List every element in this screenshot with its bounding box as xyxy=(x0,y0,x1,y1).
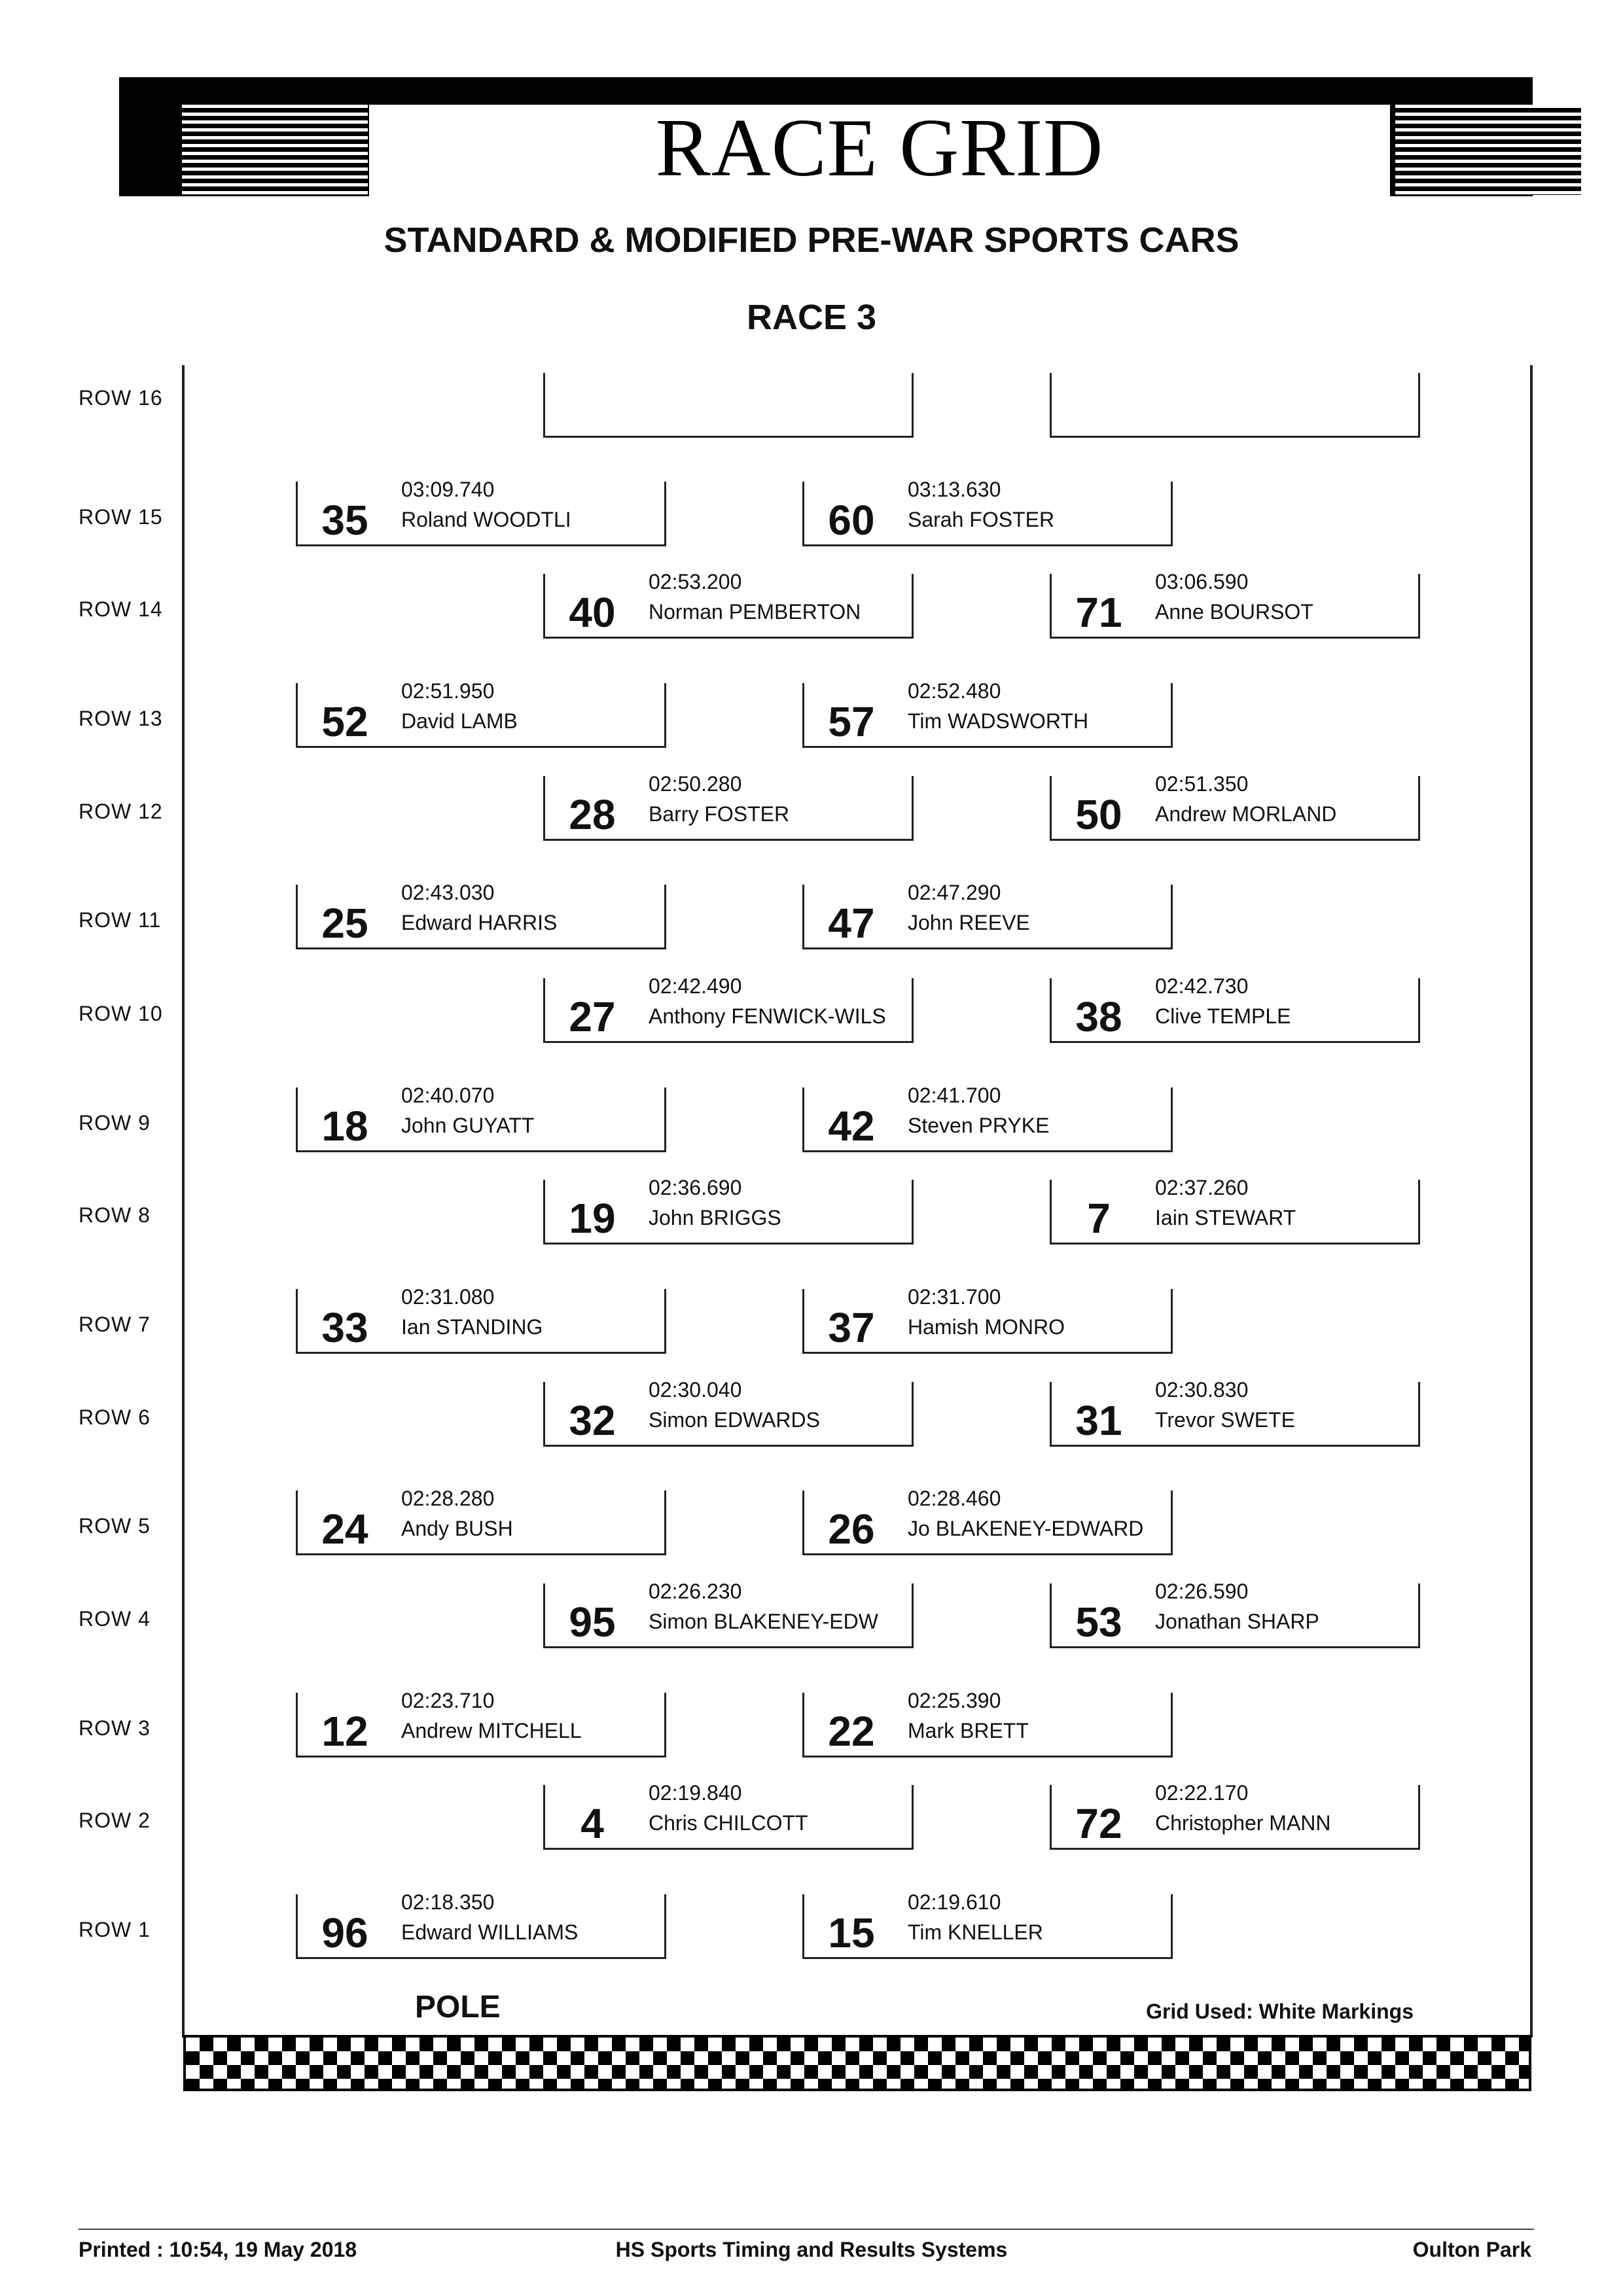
car-number: 32 xyxy=(569,1397,616,1444)
banner-stripes-right xyxy=(1395,105,1581,195)
lap-time: 02:47.290 xyxy=(908,881,1001,904)
grid-slot xyxy=(296,1487,666,1555)
driver-name: Andrew MITCHELL xyxy=(401,1719,582,1742)
grid-slot xyxy=(802,478,1173,546)
grid-slot xyxy=(296,1084,666,1152)
driver-name: Edward HARRIS xyxy=(401,911,558,934)
driver-name: David LAMB xyxy=(401,709,518,733)
lap-time: 02:26.590 xyxy=(1155,1580,1249,1603)
lap-time: 02:37.260 xyxy=(1155,1176,1249,1199)
car-number: 33 xyxy=(321,1304,368,1351)
driver-name: John BRIGGS xyxy=(649,1206,781,1229)
car-number: 28 xyxy=(569,791,616,838)
grid-slot xyxy=(1050,1378,1420,1447)
driver-name: Ian STANDING xyxy=(401,1315,543,1339)
lap-time: 02:50.280 xyxy=(649,772,742,796)
car-number: 24 xyxy=(321,1506,368,1553)
lap-time: 02:43.030 xyxy=(401,881,495,904)
driver-name: Norman PEMBERTON xyxy=(649,600,861,624)
grid-slot xyxy=(1050,373,1420,438)
grid-slot xyxy=(1050,1781,1420,1850)
car-number: 60 xyxy=(828,497,875,544)
car-number: 35 xyxy=(321,497,368,544)
row-label: ROW 14 xyxy=(79,597,163,621)
lap-time: 02:23.710 xyxy=(401,1689,495,1712)
lap-time: 02:53.200 xyxy=(649,570,742,593)
printed-timestamp: Printed : 10:54, 19 May 2018 xyxy=(79,2238,357,2261)
lap-time: 02:19.840 xyxy=(649,1781,742,1805)
row-label: ROW 4 xyxy=(79,1607,151,1631)
car-number: 57 xyxy=(828,698,875,745)
lap-time: 02:40.070 xyxy=(401,1084,495,1107)
grid-slot xyxy=(1050,772,1420,841)
car-number: 27 xyxy=(569,993,616,1040)
lap-time: 02:41.700 xyxy=(908,1084,1001,1107)
car-number: 71 xyxy=(1075,589,1122,636)
grid-slot xyxy=(802,1084,1173,1152)
driver-name: Mark BRETT xyxy=(908,1719,1029,1742)
lap-time: 02:42.490 xyxy=(649,974,742,998)
lap-time: 02:22.170 xyxy=(1155,1781,1249,1805)
lap-time: 02:51.950 xyxy=(401,679,495,703)
grid-slot xyxy=(1050,1176,1420,1245)
driver-name: Anne BOURSOT xyxy=(1155,600,1313,624)
checkered-flag-strip xyxy=(183,2035,1531,2091)
grid-used-note: Grid Used: White Markings xyxy=(1146,2000,1414,2023)
lap-time: 02:51.350 xyxy=(1155,772,1249,796)
grid-slot xyxy=(1050,570,1420,639)
car-number: 38 xyxy=(1075,993,1122,1040)
car-number: 72 xyxy=(1075,1800,1122,1847)
grid-slot xyxy=(543,974,914,1043)
car-number: 50 xyxy=(1075,791,1122,838)
car-number: 12 xyxy=(321,1708,368,1755)
car-number: 22 xyxy=(828,1708,875,1755)
lap-time: 03:06.590 xyxy=(1155,570,1249,593)
driver-name: Iain STEWART xyxy=(1155,1206,1296,1229)
driver-name: John REEVE xyxy=(908,911,1030,934)
grid-slot xyxy=(296,881,666,949)
lap-time: 02:26.230 xyxy=(649,1580,742,1603)
grid-slot xyxy=(1050,1580,1420,1648)
grid-slot xyxy=(296,679,666,748)
driver-name: John GUYATT xyxy=(401,1114,535,1137)
row-label: ROW 2 xyxy=(79,1809,151,1832)
venue-name: Oulton Park xyxy=(1412,2238,1531,2261)
grid-slot xyxy=(802,1487,1173,1555)
lap-time: 03:13.630 xyxy=(908,478,1001,501)
driver-name: Christopher MANN xyxy=(1155,1811,1331,1835)
driver-name: Chris CHILCOTT xyxy=(649,1811,808,1835)
driver-name: Simon BLAKENEY-EDW xyxy=(649,1610,878,1633)
lap-time: 02:30.830 xyxy=(1155,1378,1249,1402)
car-number: 7 xyxy=(1087,1195,1111,1242)
grid-slot xyxy=(802,1689,1173,1757)
grid-left-border xyxy=(182,365,185,2038)
driver-name: Hamish MONRO xyxy=(908,1315,1065,1339)
car-number: 19 xyxy=(569,1195,616,1242)
lap-time: 02:30.040 xyxy=(649,1378,742,1402)
driver-name: Barry FOSTER xyxy=(649,802,790,826)
grid-slot xyxy=(543,772,914,841)
grid-right-border xyxy=(1530,365,1533,2038)
car-number: 4 xyxy=(580,1800,604,1847)
car-number: 15 xyxy=(828,1909,875,1956)
car-number: 31 xyxy=(1075,1397,1122,1444)
grid-slot xyxy=(543,570,914,639)
grid-slot xyxy=(802,881,1173,949)
race-title: RACE 3 xyxy=(746,298,877,337)
driver-name: Steven PRYKE xyxy=(908,1114,1050,1137)
car-number: 96 xyxy=(321,1909,368,1956)
grid-slot xyxy=(543,1781,914,1850)
lap-time: 02:28.460 xyxy=(908,1487,1001,1510)
lap-time: 02:18.350 xyxy=(401,1890,495,1914)
grid-slot xyxy=(802,1890,1173,1959)
row-label: ROW 9 xyxy=(79,1111,151,1135)
grid-slot xyxy=(296,1890,666,1959)
row-label: ROW 10 xyxy=(79,1002,163,1025)
row-label: ROW 15 xyxy=(79,505,163,529)
grid-slot xyxy=(296,1285,666,1354)
car-number: 52 xyxy=(321,698,368,745)
driver-name: Clive TEMPLE xyxy=(1155,1004,1291,1028)
title-banner xyxy=(119,77,1533,196)
grid-slot xyxy=(543,373,914,438)
lap-time: 02:52.480 xyxy=(908,679,1001,703)
car-number: 26 xyxy=(828,1506,875,1553)
car-number: 18 xyxy=(321,1103,368,1150)
car-number: 53 xyxy=(1075,1598,1122,1646)
grid-slot xyxy=(802,679,1173,748)
driver-name: Roland WOODTLI xyxy=(401,508,571,531)
driver-name: Andrew MORLAND xyxy=(1155,802,1337,826)
page-title: RACE GRID xyxy=(655,103,1104,194)
row-label: ROW 13 xyxy=(79,707,163,730)
grid-slot xyxy=(296,1689,666,1757)
row-label: ROW 1 xyxy=(79,1918,151,1941)
company-name: HS Sports Timing and Results Systems xyxy=(615,2238,1008,2261)
row-label: ROW 8 xyxy=(79,1203,151,1227)
driver-name: Simon EDWARDS xyxy=(649,1408,820,1432)
driver-name: Jonathan SHARP xyxy=(1155,1610,1319,1633)
car-number: 37 xyxy=(828,1304,875,1351)
lap-time: 02:31.080 xyxy=(401,1285,495,1309)
driver-name: Tim KNELLER xyxy=(908,1920,1043,1944)
pole-label: POLE xyxy=(415,1990,501,2024)
row-label: ROW 16 xyxy=(79,386,163,410)
driver-name: Jo BLAKENEY-EDWARD xyxy=(908,1517,1144,1540)
driver-name: Tim WADSWORTH xyxy=(908,709,1089,733)
lap-time: 02:19.610 xyxy=(908,1890,1001,1914)
footer-divider xyxy=(79,2229,1534,2230)
car-number: 47 xyxy=(828,900,875,947)
event-title: STANDARD & MODIFIED PRE-WAR SPORTS CARS xyxy=(383,221,1240,260)
lap-time: 02:25.390 xyxy=(908,1689,1001,1712)
driver-name: Sarah FOSTER xyxy=(908,508,1055,531)
row-label: ROW 12 xyxy=(79,800,163,823)
lap-time: 03:09.740 xyxy=(401,478,495,501)
car-number: 95 xyxy=(569,1598,616,1646)
driver-name: Anthony FENWICK-WILS xyxy=(649,1004,886,1028)
lap-time: 02:36.690 xyxy=(649,1176,742,1199)
row-label: ROW 7 xyxy=(79,1313,151,1336)
grid-slot xyxy=(1050,974,1420,1043)
grid-slot xyxy=(543,1378,914,1447)
driver-name: Edward WILLIAMS xyxy=(401,1920,579,1944)
row-label: ROW 3 xyxy=(79,1716,151,1740)
car-number: 42 xyxy=(828,1103,875,1150)
row-label: ROW 6 xyxy=(79,1405,151,1429)
car-number: 40 xyxy=(569,589,616,636)
lap-time: 02:42.730 xyxy=(1155,974,1249,998)
lap-time: 02:28.280 xyxy=(401,1487,495,1510)
lap-time: 02:31.700 xyxy=(908,1285,1001,1309)
grid-slot xyxy=(296,478,666,546)
grid-slot xyxy=(543,1580,914,1648)
driver-name: Trevor SWETE xyxy=(1155,1408,1295,1432)
car-number: 25 xyxy=(321,900,368,947)
driver-name: Andy BUSH xyxy=(401,1517,513,1540)
grid-slot xyxy=(543,1176,914,1245)
grid-slot xyxy=(802,1285,1173,1354)
row-label: ROW 5 xyxy=(79,1514,151,1538)
row-label: ROW 11 xyxy=(79,908,162,932)
banner-stripes-left xyxy=(182,105,368,195)
